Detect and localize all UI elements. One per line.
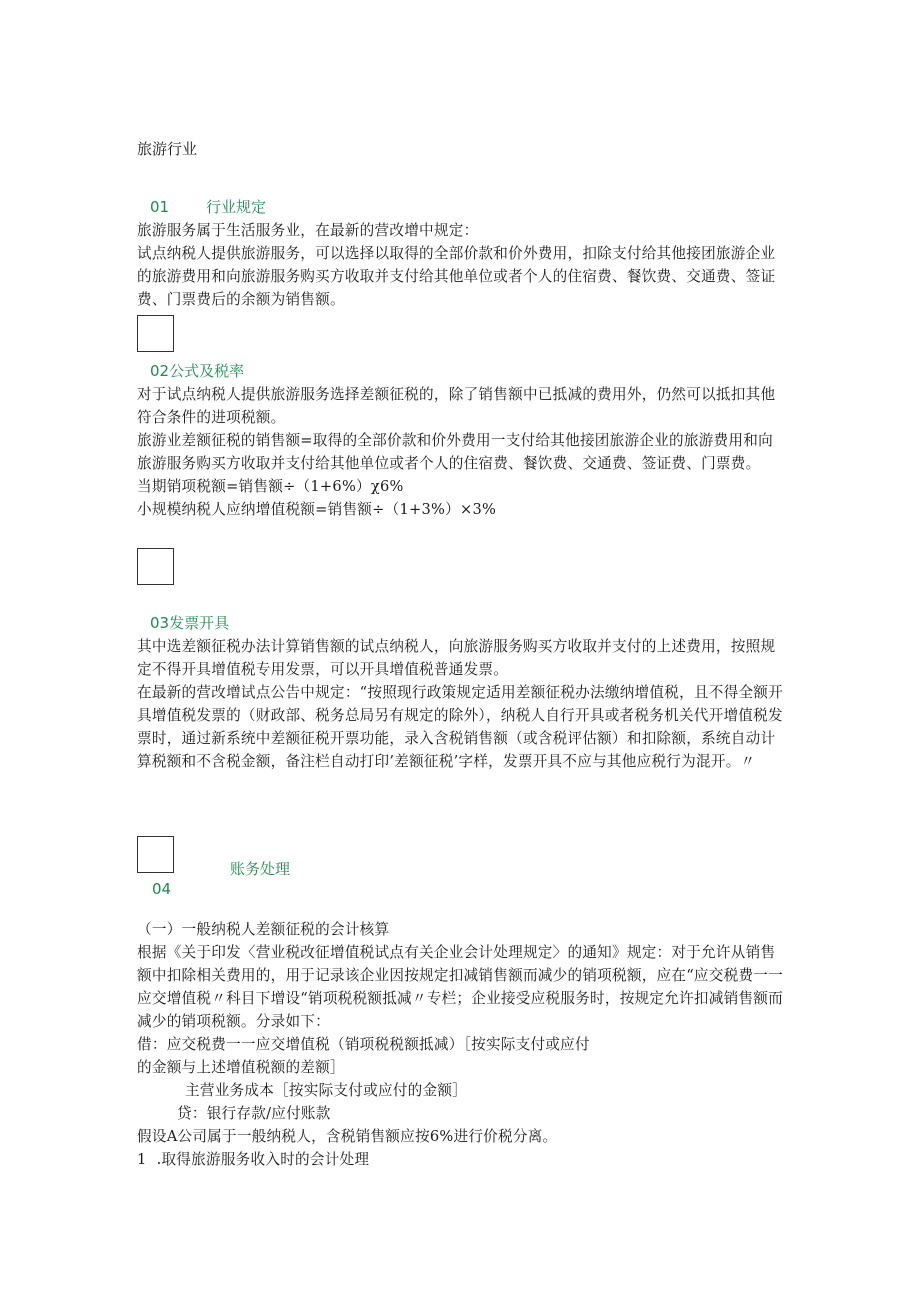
paragraph: 在最新的营改增试点公告中规定：“按照现行政策规定适用差额征税办法缴纳增值税，且不得全额开具增值税发票的（财政部、税务总局另有规定的除外），纳税人自行开具或者税务机关代开增值税发票时，通过新系统中差额征税开票功能，录入含税销售额（或含税评估额）和扣除额，系统自动计算税额和不含税金额，备注栏自动打印’差额征税’字样，发票开具不应与其他应税行为混开。〃	[137, 684, 783, 770]
empty-image-placeholder	[137, 315, 174, 352]
section-heading-02	[150, 360, 244, 381]
section-number-04: 04	[152, 880, 172, 898]
section-number: 03	[150, 614, 170, 632]
paragraph: 对于试点纳税人提供旅游服务选择差额征税的，除了销售额中已抵减的费用外，仍然可以抵扣其他符合条件的进项税额。	[137, 386, 776, 426]
section-body-04	[137, 918, 787, 1171]
paragraph: （一）一般纳税人差额征税的会计核算	[137, 921, 390, 938]
paragraph: 其中选差额征税办法计算销售额的试点纳税人，向旅游服务购买方收取并支付的上述费用，按照规定不得开具增值税专用发票，可以开具增值税普通发票。	[137, 638, 776, 678]
section-heading-03	[150, 612, 229, 633]
formula-output-tax: 当期销项税额=销售额÷（1+6%）χ6%	[137, 478, 404, 495]
journal-entry-cost: 主营业务成本［按实际支付或应付的金额］	[185, 1082, 468, 1099]
journal-entry-debit: 借：应交税费一一应交增值税（销项税税额抵减）［按实际支付或应付	[137, 1036, 590, 1053]
paragraph: 假设A公司属于一般纳税人，含税销售额应按6%进行价税分离。	[137, 1128, 558, 1145]
paragraph: 试点纳税人提供旅游服务，可以选择以取得的全部价款和价外费用，扣除支付给其他接团旅游企业的旅游费用和向旅游服务购买方收取并支付给其他单位或者个人的住宿费、餐饮费、交通费、签证费、门票费后的余额为销售额。	[137, 245, 776, 308]
empty-image-placeholder	[137, 548, 174, 585]
empty-image-placeholder	[137, 836, 174, 873]
section-body-02	[137, 383, 787, 521]
section-title: 发票开具	[169, 614, 230, 632]
journal-entry-credit: 贷：银行存款/应付账款	[177, 1105, 331, 1122]
section-number: 01	[150, 198, 170, 216]
section-number: 02	[150, 362, 170, 380]
paragraph: 根据《关于印发〈营业税改征增值税试点有关企业会计处理规定〉的通知》规定：对于允许从销售额中扣除相关费用的，用于记录该企业因按规定扣减销售额而减少的销项税额，应在“应交税费一一应交增值税〃科目下增设“销项税税额抵减〃专栏；企业接受应税服务时，按规定允许扣减销售额而减少的销项税额。分录如下：	[137, 944, 783, 1030]
section-title: 行业规定	[206, 198, 267, 216]
document-title: 旅游行业	[137, 140, 198, 158]
paragraph: 旅游业差额征税的销售额=取得的全部价款和价外费用一支付给其他接团旅游企业的旅游费用和向旅游服务购买方收取并支付给其他单位或者个人的住宿费、餐饮费、交通费、签证费、门票费。	[137, 432, 773, 472]
section-title: 公式及税率	[169, 362, 245, 380]
paragraph: 旅游服务属于生活服务业，在最新的营改增中规定：	[137, 222, 479, 239]
journal-entry-debit-cont: 的金额与上述增值税额的差额］	[137, 1059, 345, 1076]
section-body-03	[137, 635, 787, 773]
section-heading-01	[150, 196, 266, 217]
section-title-04: 账务处理	[230, 860, 291, 878]
section-body-01	[137, 219, 787, 311]
list-item: 1 .取得旅游服务收入时的会计处理	[137, 1151, 370, 1168]
formula-small-scale-tax: 小规模纳税人应纳增值税额=销售额÷（1+3%）×3%	[137, 501, 497, 518]
